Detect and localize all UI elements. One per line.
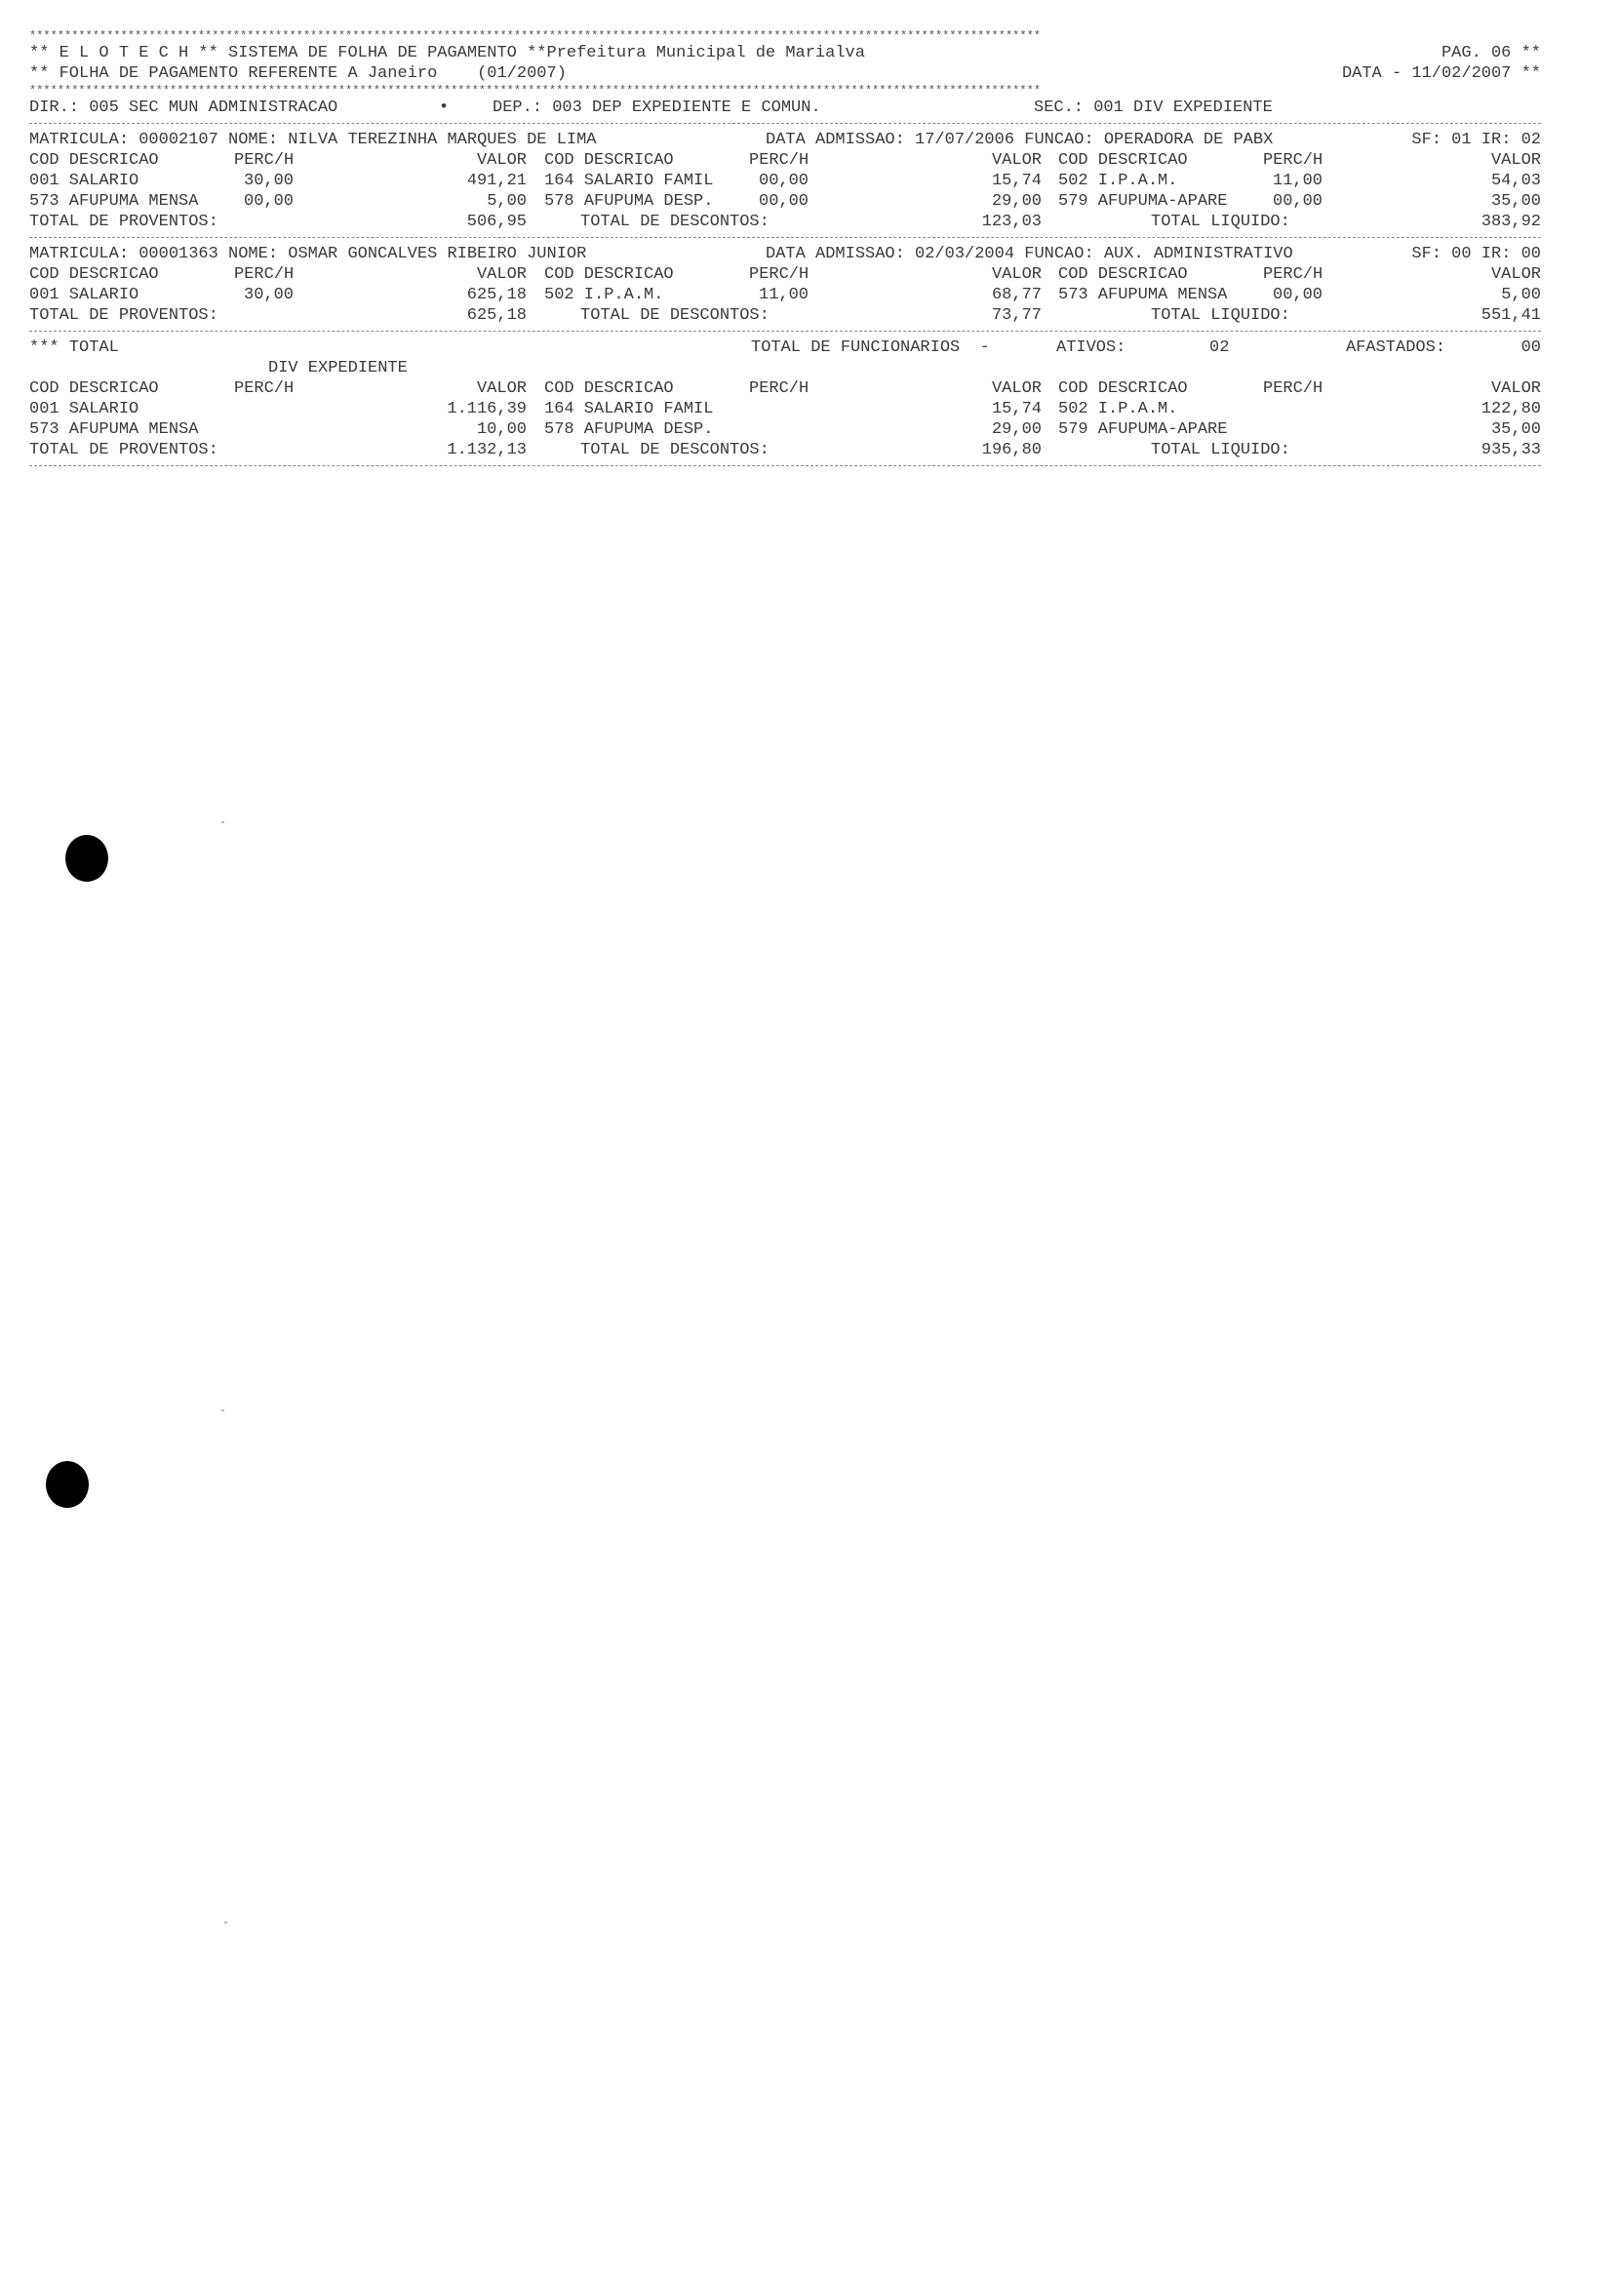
- total-liquido-label: TOTAL LIQUIDO:: [1151, 441, 1290, 459]
- total-proventos-label: TOTAL DE PROVENTOS:: [29, 213, 218, 231]
- summary-header: [29, 337, 1541, 358]
- totals-row: [29, 305, 1541, 326]
- total-liquido-label: TOTAL LIQUIDO:: [1151, 213, 1290, 231]
- total-liquido: 551,41: [1481, 306, 1541, 325]
- col-cod-descricao: COD DESCRICAO: [544, 151, 674, 170]
- directorate: DIR.: 005 SEC MUN ADMINISTRACAO: [29, 99, 338, 117]
- column-headers: [29, 150, 1541, 171]
- item-value: 10,00: [476, 420, 527, 439]
- col-perc: PERC/H: [234, 151, 295, 170]
- col-cod-descricao: COD DESCRICAO: [544, 265, 674, 284]
- item-perc: 11,00: [759, 286, 810, 304]
- item-perc: 30,00: [244, 172, 295, 190]
- item-value: 1.116,39: [447, 400, 527, 418]
- page-number: PAG. 06 **: [1441, 44, 1541, 62]
- item-desc: 573 AFUPUMA MENSA: [29, 420, 199, 439]
- matricula-name: MATRICULA: 00002107 NOME: NILVA TEREZINHA MARQUES DE LIMA: [29, 131, 597, 149]
- item-perc: 00,00: [759, 192, 810, 211]
- summary-subtitle: [29, 358, 1541, 378]
- item-desc: 164 SALARIO FAMIL: [544, 400, 714, 418]
- admission-function: DATA ADMISSAO: 02/03/2004 FUNCAO: AUX. ADMINISTRATIVO: [766, 245, 1293, 263]
- employee-info: [29, 244, 1541, 264]
- col-valor: VALOR: [991, 151, 1042, 170]
- item-value: 54,03: [1490, 172, 1541, 190]
- item-perc: 00,00: [244, 192, 295, 211]
- col-valor: VALOR: [991, 379, 1042, 398]
- item-desc: 573 AFUPUMA MENSA: [29, 192, 199, 211]
- dot-mark: •: [439, 99, 450, 117]
- item-desc: 573 AFUPUMA MENSA: [1058, 286, 1228, 304]
- col-valor: VALOR: [476, 151, 527, 170]
- table-row: [29, 399, 1541, 419]
- col-cod-descricao: COD DESCRICAO: [1058, 379, 1188, 398]
- item-desc: 164 SALARIO FAMIL: [544, 172, 714, 190]
- item-value: 15,74: [991, 172, 1042, 190]
- item-value: 29,00: [991, 192, 1042, 211]
- table-row: [29, 171, 1541, 191]
- col-perc: PERC/H: [234, 265, 295, 284]
- total-funcionarios-label: TOTAL DE FUNCIONARIOS -: [751, 338, 990, 357]
- total-liquido: 935,33: [1481, 441, 1541, 459]
- item-desc: 001 SALARIO: [29, 172, 139, 190]
- col-perc: PERC/H: [1263, 379, 1323, 398]
- total-proventos: 625,18: [466, 306, 527, 325]
- table-row: [29, 419, 1541, 440]
- col-cod-descricao: COD DESCRICAO: [1058, 151, 1188, 170]
- total-proventos-label: TOTAL DE PROVENTOS:: [29, 306, 218, 325]
- punch-hole: [46, 1461, 89, 1508]
- col-cod-descricao: COD DESCRICAO: [29, 265, 159, 284]
- item-desc: 502 I.P.A.M.: [1058, 172, 1178, 190]
- item-desc: 001 SALARIO: [29, 400, 139, 418]
- item-desc: 578 AFUPUMA DESP.: [544, 192, 714, 211]
- item-desc: 579 AFUPUMA-APARE: [1058, 192, 1228, 211]
- item-value: 491,21: [466, 172, 527, 190]
- col-cod-descricao: COD DESCRICAO: [544, 379, 674, 398]
- col-perc: PERC/H: [749, 265, 810, 284]
- column-headers: [29, 264, 1541, 285]
- item-perc: 00,00: [1273, 286, 1323, 304]
- item-perc: 30,00: [244, 286, 295, 304]
- col-perc: PERC/H: [234, 379, 295, 398]
- totals-row: [29, 440, 1541, 460]
- item-perc: 00,00: [1273, 192, 1323, 211]
- employee-info: [29, 130, 1541, 150]
- star-border-top: ************************************************************************************************************************************************: [29, 29, 1041, 43]
- sf-ir: SF: 01 IR: 02: [1411, 131, 1541, 149]
- ativos-count: 02: [1209, 338, 1230, 357]
- total-label: *** TOTAL: [29, 338, 119, 357]
- star-border-bottom: ************************************************************************************************************************************************: [29, 84, 1041, 98]
- org-line: [29, 98, 1541, 118]
- col-perc: PERC/H: [1263, 265, 1323, 284]
- col-cod-descricao: COD DESCRICAO: [1058, 265, 1188, 284]
- system-title: ** E L O T E C H ** SISTEMA DE FOLHA DE PAGAMENTO **Prefeitura Municipal de Marialva: [29, 44, 865, 62]
- totals-row: [29, 212, 1541, 232]
- item-desc: 579 AFUPUMA-APARE: [1058, 420, 1228, 439]
- total-descontos-label: TOTAL DE DESCONTOS:: [580, 306, 770, 325]
- col-valor: VALOR: [476, 265, 527, 284]
- col-cod-descricao: COD DESCRICAO: [29, 379, 159, 398]
- item-value: 5,00: [1501, 286, 1541, 304]
- total-liquido: 383,92: [1481, 213, 1541, 231]
- col-valor: VALOR: [1490, 265, 1541, 284]
- paper-speck: [224, 1921, 227, 1923]
- total-descontos: 196,80: [981, 441, 1042, 459]
- total-proventos-label: TOTAL DE PROVENTOS:: [29, 441, 218, 459]
- afastados-count: 00: [1520, 338, 1541, 357]
- item-desc: 502 I.P.A.M.: [544, 286, 664, 304]
- report-date: DATA - 11/02/2007 **: [1341, 64, 1541, 83]
- sf-ir: SF: 00 IR: 00: [1411, 245, 1541, 263]
- item-perc: 00,00: [759, 172, 810, 190]
- total-descontos: 123,03: [981, 213, 1042, 231]
- item-perc: 11,00: [1273, 172, 1323, 190]
- paper-speck: [221, 1409, 224, 1411]
- section-name: DIV EXPEDIENTE: [268, 359, 408, 377]
- table-row: [29, 191, 1541, 212]
- item-value: 68,77: [991, 286, 1042, 304]
- item-value: 5,00: [487, 192, 527, 211]
- col-perc: PERC/H: [749, 151, 810, 170]
- col-valor: VALOR: [1490, 151, 1541, 170]
- reference-period: ** FOLHA DE PAGAMENTO REFERENTE A Janeiro (01/2007): [29, 64, 567, 83]
- col-perc: PERC/H: [1263, 151, 1323, 170]
- column-headers: [29, 378, 1541, 399]
- ativos-label: ATIVOS:: [1056, 338, 1126, 357]
- col-perc: PERC/H: [749, 379, 810, 398]
- total-descontos: 73,77: [991, 306, 1042, 325]
- divider: [29, 118, 1541, 130]
- total-proventos: 1.132,13: [447, 441, 527, 459]
- col-cod-descricao: COD DESCRICAO: [29, 151, 159, 170]
- divider: [29, 232, 1541, 244]
- total-liquido-label: TOTAL LIQUIDO:: [1151, 306, 1290, 325]
- divider: [29, 326, 1541, 337]
- matricula-name: MATRICULA: 00001363 NOME: OSMAR GONCALVES RIBEIRO JUNIOR: [29, 245, 587, 263]
- item-value: 625,18: [466, 286, 527, 304]
- item-value: 122,80: [1481, 400, 1541, 418]
- col-valor: VALOR: [476, 379, 527, 398]
- item-desc: 502 I.P.A.M.: [1058, 400, 1178, 418]
- item-value: 35,00: [1490, 192, 1541, 211]
- header-line-2: [29, 63, 1541, 84]
- admission-function: DATA ADMISSAO: 17/07/2006 FUNCAO: OPERADORA DE PABX: [766, 131, 1274, 149]
- col-valor: VALOR: [1490, 379, 1541, 398]
- item-value: 29,00: [991, 420, 1042, 439]
- department: DEP.: 003 DEP EXPEDIENTE E COMUN.: [493, 99, 821, 117]
- payroll-report: [29, 29, 1541, 472]
- section: SEC.: 001 DIV EXPEDIENTE: [1034, 99, 1273, 117]
- divider: [29, 460, 1541, 472]
- header-line-1: [29, 43, 1541, 63]
- total-descontos-label: TOTAL DE DESCONTOS:: [580, 213, 770, 231]
- total-descontos-label: TOTAL DE DESCONTOS:: [580, 441, 770, 459]
- punch-hole: [65, 835, 108, 882]
- item-desc: 001 SALARIO: [29, 286, 139, 304]
- item-value: 15,74: [991, 400, 1042, 418]
- item-desc: 578 AFUPUMA DESP.: [544, 420, 714, 439]
- item-value: 35,00: [1490, 420, 1541, 439]
- afastados-label: AFASTADOS:: [1346, 338, 1446, 357]
- table-row: [29, 285, 1541, 305]
- col-valor: VALOR: [991, 265, 1042, 284]
- total-proventos: 506,95: [466, 213, 527, 231]
- paper-speck: [221, 821, 224, 823]
